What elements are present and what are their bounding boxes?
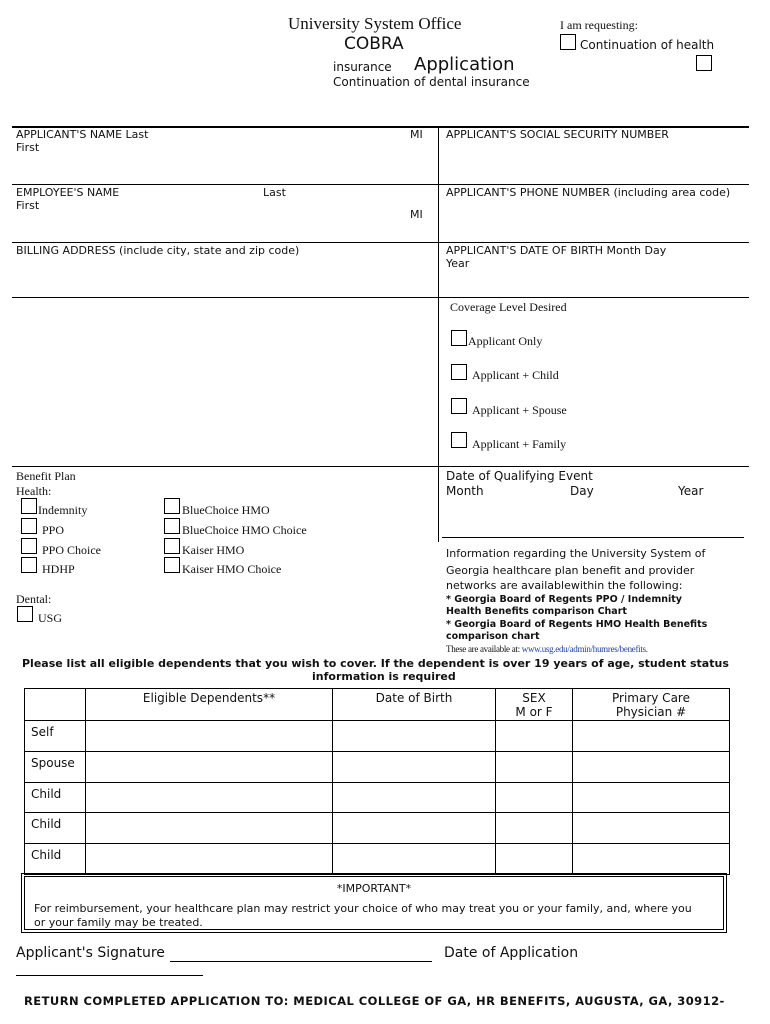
header-empty <box>25 689 86 721</box>
table-row <box>25 783 730 813</box>
table-row <box>25 752 730 783</box>
benefits-link[interactable]: www.usg.edu/admin/humres/benefits. <box>521 644 648 654</box>
info-text: Information regarding the University System of <box>446 547 706 560</box>
return-instructions: RETURN COMPLETED APPLICATION TO: MEDICAL COLLEGE OF GA, HR BENEFITS, AUGUSTA, GA, 30912- <box>24 994 725 1008</box>
insurance-word: insurance <box>333 60 392 74</box>
header-pcp-line1: Primary Care <box>612 691 690 705</box>
employee-mi-label: MI <box>410 208 423 221</box>
important-title: *IMPORTANT* <box>336 882 412 895</box>
dob-cell[interactable] <box>333 721 496 752</box>
qualifying-month-label: Month <box>446 484 484 498</box>
info-bold-text: * Georgia Board of Regents HMO Health Benefits <box>446 619 708 630</box>
header-sex-line2: M or F <box>515 705 553 719</box>
plan-label: Kaiser HMO <box>182 543 245 557</box>
row-label: Spouse <box>25 752 86 783</box>
dependents-instruction-2: information is required <box>312 670 456 683</box>
dob-cell[interactable] <box>333 844 496 875</box>
benefit-plan-title: Benefit Plan <box>16 469 76 483</box>
coverage-title: Coverage Level Desired <box>450 300 567 314</box>
coverage-option-label: Applicant + Child <box>472 368 559 382</box>
plan-label: Kaiser HMO Choice <box>182 562 282 576</box>
cobra-title: COBRA <box>344 34 404 54</box>
header-date-of-birth: Date of Birth <box>333 689 496 721</box>
dependent-name-cell[interactable] <box>86 783 333 813</box>
phone-label: APPLICANT'S PHONE NUMBER (including area code) <box>446 186 731 199</box>
requesting-label: I am requesting: <box>560 18 638 32</box>
info-bold-text: * Georgia Board of Regents PPO / Indemnity <box>446 594 682 605</box>
plan-label: BlueChoice HMO Choice <box>182 523 307 537</box>
plan-ppo-choice-checkbox[interactable] <box>21 538 37 554</box>
plan-kaiser-hmo-choice-checkbox[interactable] <box>164 557 180 573</box>
coverage-applicant-only-checkbox[interactable] <box>451 330 467 346</box>
dental-usg-label: USG <box>38 611 63 625</box>
plan-label: BlueChoice HMO <box>182 503 270 517</box>
table-row <box>25 813 730 844</box>
plan-kaiser-hmo-checkbox[interactable] <box>164 538 180 554</box>
header-eligible-dependents: Eligible Dependents** <box>86 689 333 721</box>
dental-option-label: Continuation of dental insurance <box>333 75 530 89</box>
qualifying-year-label: Year <box>678 484 704 498</box>
dob-label: APPLICANT'S DATE OF BIRTH Month Day <box>446 244 667 257</box>
row-label: Child <box>25 783 86 813</box>
coverage-option-label: Applicant + Spouse <box>472 403 567 417</box>
header-sex <box>496 689 573 721</box>
row-divider-1 <box>12 184 749 185</box>
plan-label: HDHP <box>42 562 75 576</box>
coverage-applicant-spouse-checkbox[interactable] <box>451 398 467 414</box>
physician-cell[interactable] <box>573 813 730 844</box>
plan-label: PPO Choice <box>42 543 102 557</box>
dental-usg-checkbox[interactable] <box>17 606 33 622</box>
header-pcp-line2: Physician # <box>615 705 687 719</box>
signature-label: Applicant's Signature <box>16 945 165 961</box>
signature-line[interactable] <box>170 961 432 962</box>
header-primary-care <box>573 689 730 721</box>
applicant-mi-label: MI <box>410 128 423 141</box>
dental-label: Dental: <box>16 592 52 606</box>
dob-cell[interactable] <box>333 813 496 844</box>
coverage-option-label: Applicant + Family <box>472 437 567 451</box>
employee-last-label: Last <box>263 186 286 199</box>
physician-cell[interactable] <box>573 721 730 752</box>
dependent-name-cell[interactable] <box>86 844 333 875</box>
employee-name-label: EMPLOYEE'S NAME <box>16 186 120 199</box>
date-line[interactable] <box>16 975 203 976</box>
availability-label: These are available at: <box>446 644 520 654</box>
coverage-option-label: Applicant Only <box>468 334 543 348</box>
dob-year-label: Year <box>446 257 470 270</box>
form-center-divider <box>438 126 439 542</box>
row-label: Self <box>25 721 86 752</box>
dependent-name-cell[interactable] <box>86 721 333 752</box>
info-bold-text: comparison chart <box>446 631 540 642</box>
row-divider-4 <box>12 466 749 467</box>
org-title: University System Office <box>288 14 462 33</box>
dob-cell[interactable] <box>333 783 496 813</box>
dependent-name-cell[interactable] <box>86 752 333 783</box>
sex-cell[interactable] <box>496 813 573 844</box>
plan-label: PPO <box>42 523 65 537</box>
qualifying-date-line <box>442 537 744 538</box>
important-text: For reimbursement, your healthcare plan may restrict your choice of who may treat you or your family, and, where you <box>34 902 692 915</box>
plan-label: Indemnity <box>38 503 88 517</box>
important-box <box>24 876 724 930</box>
row-label: Child <box>25 844 86 875</box>
header-sex-line1: SEX <box>522 691 546 705</box>
physician-cell[interactable] <box>573 783 730 813</box>
qualifying-day-label: Day <box>570 484 594 498</box>
ssn-label: APPLICANT'S SOCIAL SECURITY NUMBER <box>446 128 669 141</box>
dental-continuation-checkbox[interactable] <box>696 55 712 71</box>
application-title: Application <box>414 54 515 75</box>
dependents-table <box>24 688 730 875</box>
coverage-applicant-child-checkbox[interactable] <box>451 364 467 380</box>
plan-ppo-checkbox[interactable] <box>21 518 37 534</box>
important-text: or your family may be treated. <box>34 916 203 928</box>
plan-indemnity-checkbox[interactable] <box>21 498 37 514</box>
plan-bluechoice-hmo-checkbox[interactable] <box>164 498 180 514</box>
sex-cell[interactable] <box>496 721 573 752</box>
info-bold-text: Health Benefits comparison Chart <box>446 606 627 617</box>
coverage-applicant-family-checkbox[interactable] <box>451 432 467 448</box>
plan-bluechoice-hmo-choice-checkbox[interactable] <box>164 518 180 534</box>
dependent-name-cell[interactable] <box>86 813 333 844</box>
physician-cell[interactable] <box>573 752 730 783</box>
row-label: Child <box>25 813 86 844</box>
sex-cell[interactable] <box>496 783 573 813</box>
billing-address-label: BILLING ADDRESS (include city, state and zip code) <box>16 244 300 257</box>
dependents-instruction: Please list all eligible dependents that you wish to cover. If the dependent is over 19 years of age, student status <box>22 657 729 670</box>
plan-hdhp-checkbox[interactable] <box>21 557 37 573</box>
health-continuation-checkbox[interactable] <box>560 34 576 50</box>
table-row <box>25 844 730 875</box>
table-row <box>25 721 730 752</box>
applicant-name-label: APPLICANT'S NAME Last <box>16 128 149 141</box>
dob-cell[interactable] <box>333 752 496 783</box>
row-divider-2 <box>12 242 749 243</box>
health-option-label: Continuation of health <box>580 38 715 52</box>
applicant-first-label: First <box>16 141 40 154</box>
qualifying-event-title: Date of Qualifying Event <box>446 469 593 483</box>
availability-text <box>446 644 648 654</box>
info-text: networks are availablewithin the following: <box>446 579 683 592</box>
physician-cell[interactable] <box>573 844 730 875</box>
info-text: Georgia healthcare plan benefit and provider <box>446 564 695 577</box>
sex-cell[interactable] <box>496 752 573 783</box>
row-divider-3 <box>12 297 749 298</box>
date-of-application-label: Date of Application <box>444 945 579 961</box>
sex-cell[interactable] <box>496 844 573 875</box>
employee-first-label: First <box>16 199 40 212</box>
table-header-row <box>25 689 730 721</box>
health-label: Health: <box>16 484 52 498</box>
